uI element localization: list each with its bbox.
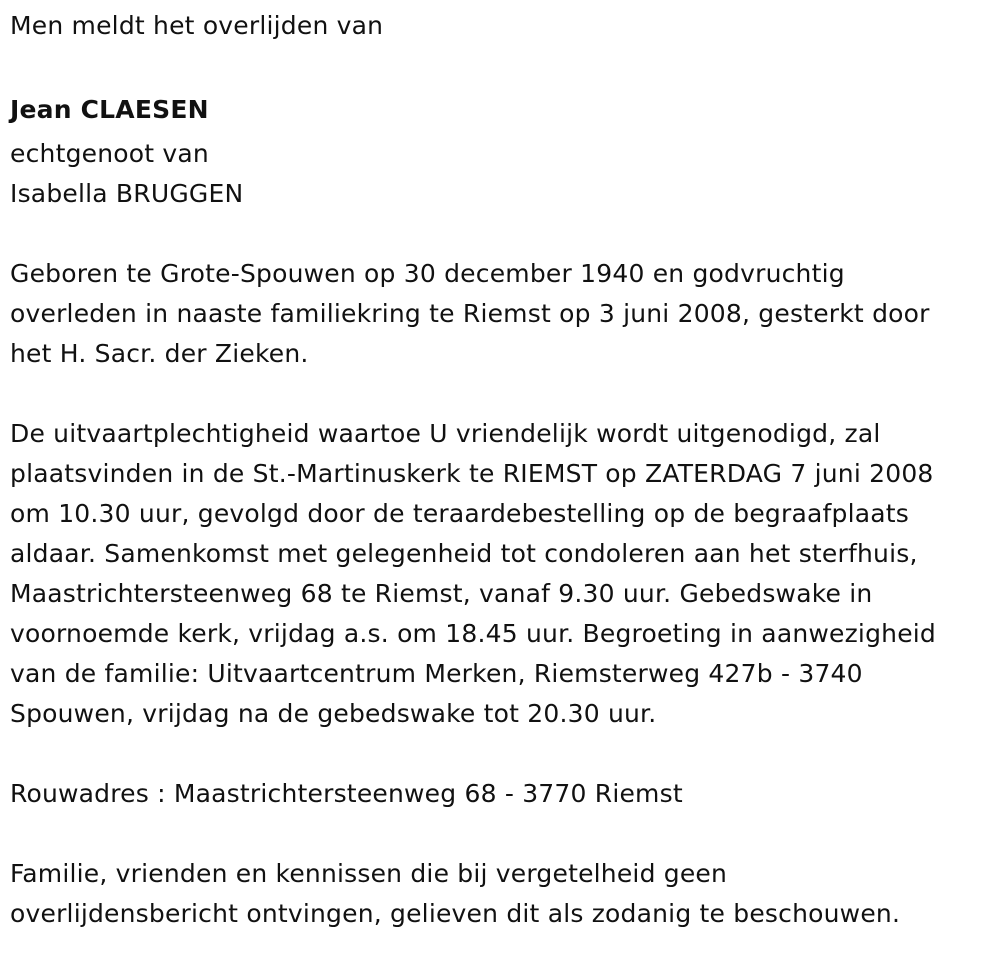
paragraph-spacer <box>10 214 985 254</box>
birth-death-line-3: het H. Sacr. der Zieken. <box>10 339 309 368</box>
paragraph-spacer <box>10 374 985 414</box>
paragraph-spacer <box>10 814 985 854</box>
ceremony-line-3: om 10.30 uur, gevolgd door de teraardebestelling op de begraafplaats <box>10 499 910 528</box>
closing-paragraph <box>10 854 985 934</box>
birth-death-line-2: overleden in naaste familiekring te Riemst op 3 juni 2008, gesterkt door <box>10 299 930 328</box>
deceased-name: Jean CLAESEN <box>10 95 209 124</box>
ceremony-paragraph <box>10 414 985 734</box>
ceremony-line-5: Maastrichtersteenweg 68 te Riemst, vanaf 9.30 uur. Gebedswake in <box>10 579 873 608</box>
ceremony-line-4: aldaar. Samenkomst met gelegenheid tot condoleren aan het sterfhuis, <box>10 539 918 568</box>
closing-line-2: overlijdensbericht ontvingen, gelieven dit als zodanig te beschouwen. <box>10 899 901 928</box>
ceremony-line-1: De uitvaartplechtigheid waartoe U vriendelijk wordt uitgenodigd, zal <box>10 419 881 448</box>
ceremony-line-8: Spouwen, vrijdag na de gebedswake tot 20.30 uur. <box>10 699 657 728</box>
ceremony-line-2: plaatsvinden in de St.-Martinuskerk te RIEMST op ZATERDAG 7 juni 2008 <box>10 459 934 488</box>
closing-line-1: Familie, vrienden en kennissen die bij vergetelheid geen <box>10 859 728 888</box>
birth-death-paragraph <box>10 254 985 374</box>
death-notice-document <box>10 6 985 934</box>
relation-text: echtgenoot van <box>10 139 209 168</box>
mourning-address: Rouwadres : Maastrichtersteenweg 68 - 3770 Riemst <box>10 779 683 808</box>
birth-death-line-1: Geboren te Grote-Spouwen op 30 december 1940 en godvruchtig <box>10 259 845 288</box>
ceremony-line-6: voornoemde kerk, vrijdag a.s. om 18.45 uur. Begroeting in aanwezigheid <box>10 619 936 648</box>
notice-intro: Men meldt het overlijden van <box>10 11 384 40</box>
ceremony-line-7: van de familie: Uitvaartcentrum Merken, Riemsterweg 427b - 3740 <box>10 659 863 688</box>
spouse-name: Isabella BRUGGEN <box>10 179 244 208</box>
paragraph-spacer <box>10 734 985 774</box>
